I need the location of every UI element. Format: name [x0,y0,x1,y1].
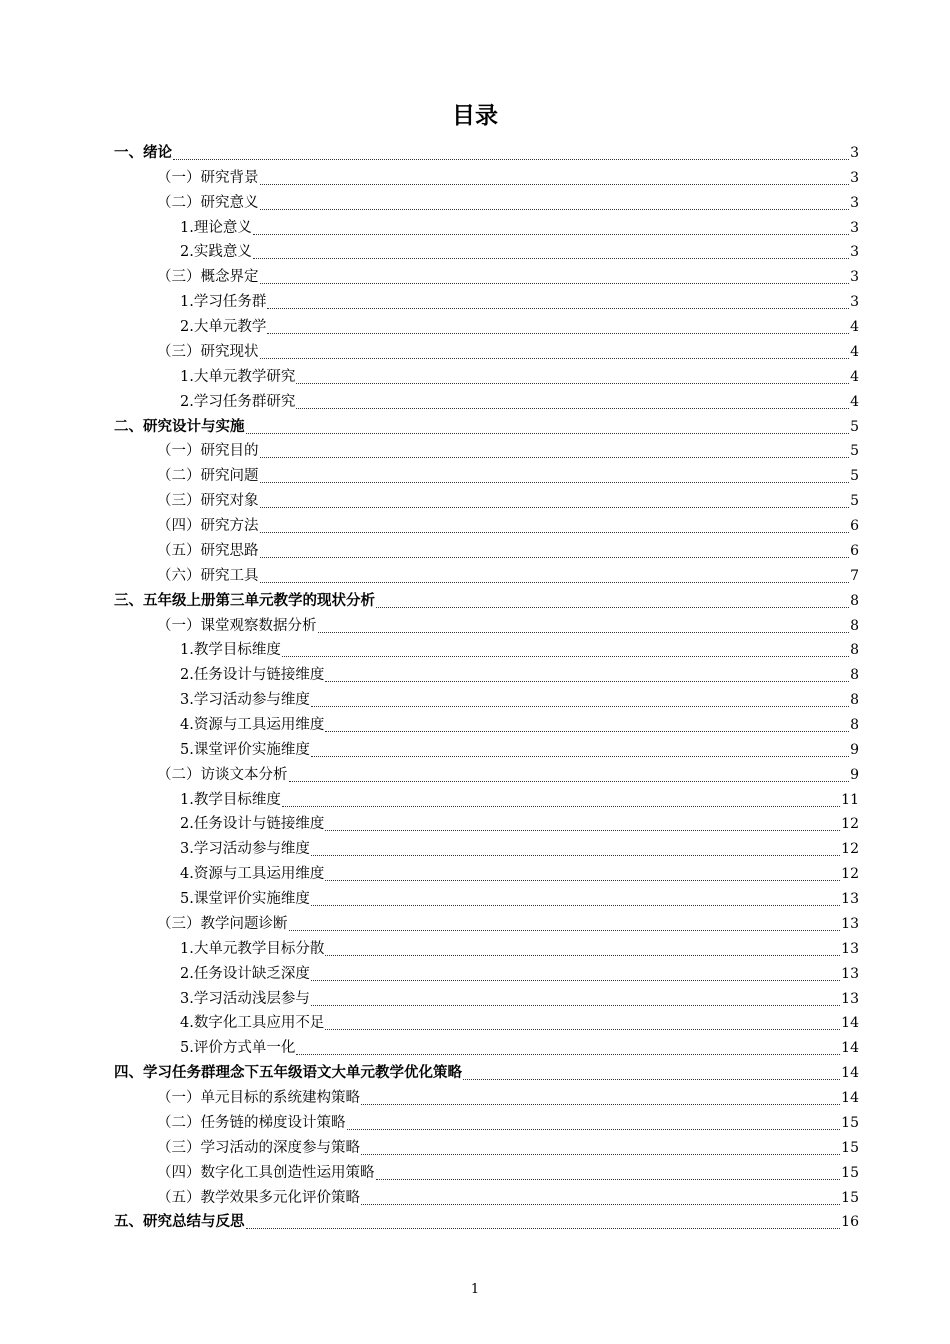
toc-entry-label: 2.学习任务群研究 [180,393,296,410]
toc-subsection-entry[interactable] [180,663,859,688]
toc-entry-label: 三、五年级上册第三单元教学的现状分析 [114,592,375,609]
toc-entry-label: （三）研究对象 [157,493,259,510]
toc-entry-page: 12 [841,866,859,883]
toc-dot-leader [311,1005,840,1006]
toc-entry-label: 4.数字化工具应用不足 [180,1015,325,1032]
toc-entry-label: 2.任务设计与链接维度 [180,667,325,684]
toc-section-entry[interactable] [157,439,859,464]
toc-section-entry[interactable] [157,340,859,365]
toc-entry-page: 13 [841,990,859,1007]
toc-dot-leader [260,283,850,284]
toc-subsection-entry[interactable] [180,390,859,415]
toc-dot-leader [260,457,850,458]
toc-entry-page: 13 [841,940,859,957]
toc-entry-label: （四）数字化工具创造性运用策略 [157,1164,375,1181]
toc-subsection-entry[interactable] [180,365,859,390]
toc-dot-leader [361,1154,840,1155]
toc-section-entry[interactable] [157,1136,859,1161]
toc-entry-page: 5 [850,418,859,435]
toc-dot-leader [260,482,850,483]
toc-dot-leader [311,855,840,856]
toc-section-entry[interactable] [157,464,859,489]
toc-subsection-entry[interactable] [180,862,859,887]
toc-section-entry[interactable] [157,191,859,216]
toc-dot-leader [318,632,850,633]
toc-subsection-entry[interactable] [180,937,859,962]
toc-dot-leader [325,681,849,682]
toc-dot-leader [267,333,849,334]
toc-entry-page: 6 [850,518,859,535]
toc-entry-page: 3 [850,194,859,211]
toc-entry-page: 13 [841,965,859,982]
toc-entry-page: 6 [850,542,859,559]
toc-subsection-entry[interactable] [180,240,859,265]
toc-entry-label: （三）研究现状 [157,343,259,360]
toc-subsection-entry[interactable] [180,713,859,738]
toc-dot-leader [325,731,849,732]
toc-dot-leader [296,1054,840,1055]
toc-dot-leader [325,955,840,956]
toc-entry-page: 3 [850,269,859,286]
toc-entry-label: 1.大单元教学目标分散 [180,940,325,957]
toc-subsection-entry[interactable] [180,837,859,862]
toc-entry-page: 7 [850,567,859,584]
toc-chapter-entry[interactable] [114,589,859,614]
toc-entry-label: 2.任务设计与链接维度 [180,816,325,833]
toc-entry-label: （二）研究问题 [157,468,259,485]
toc-entry-label: 五、研究总结与反思 [114,1214,245,1231]
toc-entry-page: 12 [841,816,859,833]
toc-dot-leader [260,557,850,558]
toc-entry-label: 4.资源与工具运用维度 [180,866,325,883]
toc-section-entry[interactable] [157,514,859,539]
toc-entry-label: 5.评价方式单一化 [180,1040,296,1057]
toc-section-entry[interactable] [157,1111,859,1136]
toc-entry-page: 14 [841,1090,859,1107]
toc-subsection-entry[interactable] [180,987,859,1012]
toc-entry-page: 8 [850,717,859,733]
toc-section-entry[interactable] [157,614,859,639]
toc-subsection-entry[interactable] [180,788,859,813]
toc-entry-label: （六）研究工具 [157,567,259,584]
toc-dot-leader [463,1079,840,1080]
toc-subsection-entry[interactable] [180,216,859,241]
toc-dot-leader [376,607,849,608]
toc-section-entry[interactable] [157,564,859,589]
toc-dot-leader [260,507,850,508]
toc-entry-page: 5 [850,493,859,510]
toc-entry-label: 二、研究设计与实施 [114,418,245,435]
toc-entry-label: （五）研究思路 [157,542,259,559]
toc-entry-page: 8 [850,692,859,709]
toc-entry-label: （五）教学效果多元化评价策略 [157,1189,360,1206]
toc-entry-label: （一）研究背景 [157,169,259,186]
toc-entry-label: （二）任务链的梯度设计策略 [157,1114,346,1131]
toc-entry-page: 4 [850,343,859,360]
toc-subsection-entry[interactable] [180,812,859,837]
toc-entry-page: 4 [850,368,859,385]
toc-entry-page: 4 [850,319,859,336]
toc-entry-label: （一）研究目的 [157,443,259,460]
toc-subsection-entry[interactable] [180,638,859,663]
toc-dot-leader [282,656,849,657]
toc-entry-page: 3 [850,169,859,186]
toc-dot-leader [311,905,840,906]
toc-chapter-entry[interactable] [114,1210,859,1235]
toc-dot-leader [311,706,849,707]
toc-entry-label: 4.资源与工具运用维度 [180,717,325,733]
toc-dot-leader [311,756,849,757]
toc-dot-leader [282,806,840,807]
toc-entry-page: 8 [850,617,859,634]
toc-entry-label: 2.实践意义 [180,244,252,261]
page-number: 1 [470,1282,480,1297]
toc-dot-leader [325,1029,840,1030]
toc-entry-page: 12 [841,841,859,858]
toc-entry-page: 3 [850,244,859,261]
toc-dot-leader [289,930,841,931]
toc-entry-label: （三）教学问题诊断 [157,915,288,932]
toc-entry-label: 1.大单元教学研究 [180,368,296,385]
page-title: 目录 [452,103,498,129]
toc-dot-leader [311,980,840,981]
toc-entry-page: 15 [841,1114,859,1131]
toc-entry-label: 3.学习活动参与维度 [180,841,310,858]
toc-subsection-entry[interactable] [180,962,859,987]
toc-dot-leader [260,358,850,359]
toc-subsection-entry[interactable] [180,887,859,912]
toc-entry-page: 8 [850,592,859,609]
toc-section-entry[interactable] [157,539,859,564]
toc-entry-page: 9 [850,766,859,783]
toc-entry-page: 8 [850,667,859,684]
toc-entry-label: 3.学习活动浅层参与 [180,990,310,1007]
toc-entry-label: （二）访谈文本分析 [157,766,288,783]
toc-entry-page: 15 [841,1189,859,1206]
toc-subsection-entry[interactable] [180,1011,859,1036]
toc-section-entry[interactable] [157,1186,859,1211]
toc-section-entry[interactable] [157,265,859,290]
toc-chapter-entry[interactable] [114,141,859,166]
toc-entry-page: 15 [841,1139,859,1156]
toc-entry-page: 13 [841,915,859,932]
toc-subsection-entry[interactable] [180,738,859,763]
toc-entry-label: （三）学习活动的深度参与策略 [157,1139,360,1156]
toc-dot-leader [267,308,849,309]
toc-entry-page: 14 [841,1040,859,1057]
toc-section-entry[interactable] [157,763,859,788]
toc-entry-label: 四、学习任务群理念下五年级语文大单元教学优化策略 [114,1065,462,1082]
toc-entry-label: 2.大单元教学 [180,319,267,336]
toc-dot-leader [296,383,849,384]
toc-section-entry[interactable] [157,489,859,514]
toc-entry-label: 一、绪论 [114,145,172,161]
toc-subsection-entry[interactable] [180,688,859,713]
toc-section-entry[interactable] [157,1161,859,1186]
toc-dot-leader [260,582,850,583]
toc-entry-label: 5.课堂评价实施维度 [180,741,310,758]
toc-entry-label: （三）概念界定 [157,269,259,286]
toc-dot-leader [173,159,849,160]
toc-section-entry[interactable] [157,912,859,937]
toc-entry-page: 9 [850,741,859,758]
toc-entry-label: （二）研究意义 [157,194,259,211]
toc-entry-label: 1.理论意义 [180,219,252,236]
toc-entry-page: 16 [841,1214,859,1231]
toc-entry-label: （一）课堂观察数据分析 [157,617,317,634]
toc-entry-page: 14 [841,1065,859,1082]
toc-entry-page: 3 [850,145,859,161]
toc-dot-leader [296,408,849,409]
toc-section-entry[interactable] [157,1086,859,1111]
toc-dot-leader [260,184,850,185]
toc-dot-leader [246,1228,841,1229]
toc-entry-label: （一）单元目标的系统建构策略 [157,1090,360,1107]
toc-entry-label: 3.学习活动参与维度 [180,692,310,709]
toc-entry-label: 2.任务设计缺乏深度 [180,965,310,982]
toc-dot-leader [246,433,850,434]
toc-entry-page: 5 [850,443,859,460]
toc-dot-leader [325,830,840,831]
toc-entry-page: 3 [850,294,859,311]
toc-entry-label: （四）研究方法 [157,518,259,535]
toc-entry-page: 14 [841,1015,859,1032]
toc-dot-leader [325,880,840,881]
toc-entry-page: 13 [841,891,859,908]
toc-entry-label: 1.教学目标维度 [180,791,281,808]
toc-chapter-entry[interactable] [114,1061,859,1086]
toc-entry-page: 11 [841,791,859,808]
toc-chapter-entry[interactable] [114,415,859,440]
toc-dot-leader [260,532,850,533]
toc-entry-label: 1.教学目标维度 [180,642,281,659]
toc-dot-leader [376,1179,841,1180]
toc-entry-page: 15 [841,1164,859,1181]
toc-entry-page: 3 [850,219,859,236]
toc-dot-leader [289,781,850,782]
toc-dot-leader [253,234,849,235]
toc-dot-leader [260,209,850,210]
toc-entry-page: 4 [850,393,859,410]
toc-entry-page: 8 [850,642,859,659]
toc-entry-label: 5.课堂评价实施维度 [180,891,310,908]
toc-section-entry[interactable] [157,166,859,191]
toc-dot-leader [253,258,849,259]
toc-dot-leader [347,1129,841,1130]
toc-subsection-entry[interactable] [180,290,859,315]
toc-entry-label: 1.学习任务群 [180,294,267,311]
toc-entry-page: 5 [850,468,859,485]
toc-dot-leader [361,1204,840,1205]
toc-subsection-entry[interactable] [180,1036,859,1061]
toc-dot-leader [361,1104,840,1105]
toc-subsection-entry[interactable] [180,315,859,340]
